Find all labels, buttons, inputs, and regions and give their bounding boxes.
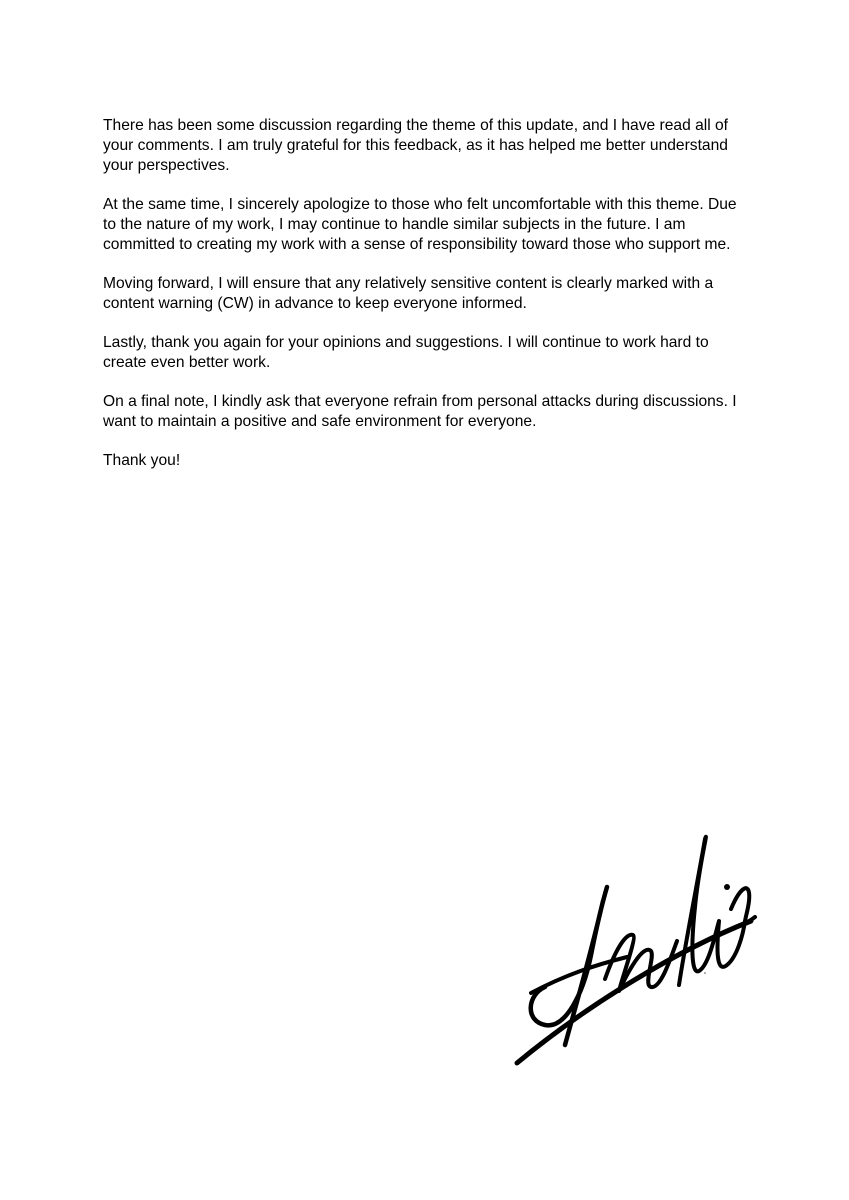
signature-dot	[704, 972, 706, 974]
handwritten-signature	[505, 825, 765, 1075]
paragraph-apology: At the same time, I sincerely apologize to those who felt uncomfortable with this theme. Due to the nature of my work, I may continue to handle similar subjects in the future. I am committed to creating my work with a sense of responsibility toward those who support me.	[103, 196, 737, 253]
signature-dot	[724, 884, 730, 890]
paragraph-feedback: There has been some discussion regarding the theme of this update, and I have read all of your comments. I am truly grateful for this feedback, as it has helped me better understand your perspectives.	[103, 117, 729, 174]
paragraph-content-warning: Moving forward, I will ensure that any relatively sensitive content is clearly marked with a content warning (CW) in advance to keep everyone informed.	[103, 275, 714, 312]
signature-flourish-stroke	[731, 888, 755, 922]
letter-body	[103, 116, 753, 490]
paragraph-thanks: Lastly, thank you again for your opinions and suggestions. I will continue to work hard to create even better work.	[103, 334, 709, 371]
paragraph-final-note: On a final note, I kindly ask that everyone refrain from personal attacks during discussions. I want to maintain a positive and safe environment for everyone.	[103, 393, 737, 430]
signature-loop-stroke	[679, 837, 745, 985]
closing-line: Thank you!	[103, 452, 181, 469]
